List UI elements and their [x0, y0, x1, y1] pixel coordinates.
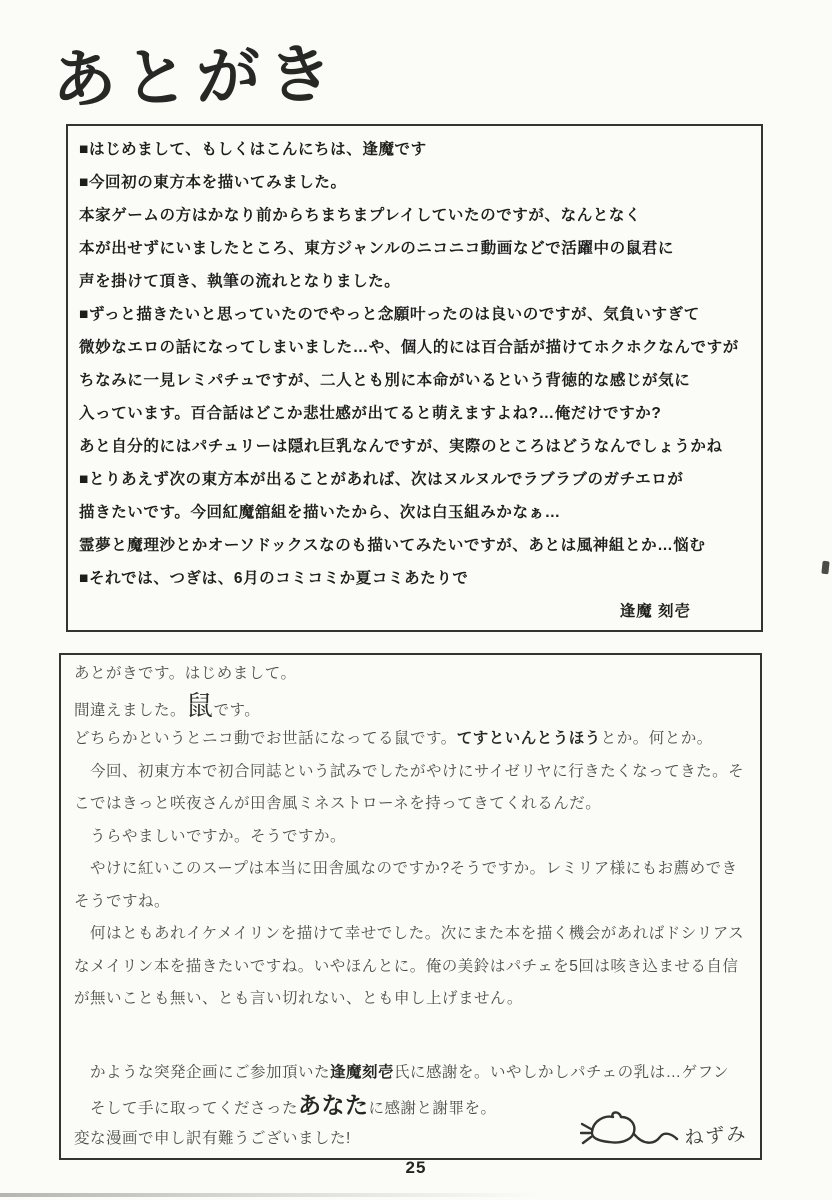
afterword-line: が無いことも無い、とも言い切れない、とも申し上げません。 [74, 990, 523, 1007]
text-segment: 氏に感謝を。いやしかしパチェの乳は…ゲフン [394, 1063, 729, 1081]
afterword-line: うらやましいですか。そうですか。 [74, 827, 347, 845]
afterword-line: ■ずっと描きたいと思っていたのでやっと念願叶ったのは良いのですが、気負いすぎて [79, 306, 700, 323]
afterword-box-nezumi [59, 653, 762, 1160]
afterword-line: 入っています。百合話はどこか悲壮感が出てると萌えますよね?…俺だけですか? [79, 405, 662, 422]
text-segment: どちらかというとニコ動でお世話になってる鼠です。 [74, 730, 457, 747]
emphasized-author-name: 逢魔刻壱 [330, 1063, 395, 1081]
text-segment: に感謝と謝罪を。 [368, 1099, 497, 1117]
afterword-line: 微妙なエロの話になってしまいました…や、個人的には百合話が描けてホクホクなんですが [79, 339, 739, 356]
page-title: あとがき [51, 36, 341, 119]
afterword-line: ■はじめまして、もしくはこんにちは、逢魔です [79, 141, 427, 158]
afterword-line: 今回、初東方本で初合同誌という試みでしたがやけにサイゼリヤに行きたくなってきた。そ [74, 762, 745, 780]
afterword-line: 霊夢と魔理沙とかオーソドックスなのも描いてみたいですが、あとは風神組とか…悩む [79, 537, 706, 554]
afterword-line: ■とりあえず次の東方本が出ることがあれば、次はヌルヌルでラブラブのガチエロが [79, 471, 684, 488]
mouse-doodle-icon [580, 1108, 680, 1152]
text-segment: かような突発企画にご参加頂いた [74, 1063, 331, 1081]
afterword-line-nico [74, 723, 748, 756]
afterword-line: ちなみに一見レミパチュですが、二人とも別に本命がいるという背徳的な感じが気に [79, 372, 691, 389]
text-segment: そして手に取ってくださった [74, 1099, 299, 1117]
nezumi-handwritten-label: ねずみ [683, 1122, 749, 1149]
text-segment: です。 [213, 701, 261, 719]
scan-speck-artifact [821, 561, 829, 575]
big-mouse-kanji: 鼠 [186, 690, 214, 722]
afterword-line: あと自分的にはパチュリーは隠れ巨乳なんですが、実際のところはどうなんでしょうかね [79, 438, 723, 455]
afterword-line: ■それでは、つぎは、6月のコミコミか夏コミあたりで [79, 570, 469, 587]
afterword-line: 何はともあれイケメイリンを描けて幸せでした。次にまた本を描く機会があればドシリアス [74, 925, 745, 942]
page-number: 25 [405, 1158, 427, 1177]
thanks-line [74, 1056, 748, 1089]
text-segment: とか。何とか。 [600, 730, 713, 747]
closing-line: 変な漫画で申し訳有難うございました! [74, 1129, 351, 1147]
afterword-line: ■今回初の東方本を描いてみました。 [79, 174, 347, 191]
scan-edge-artifact [0, 1193, 540, 1197]
text-segment: 間違えました。 [74, 701, 187, 719]
afterword-line: そうですね。 [74, 892, 171, 910]
afterword-line: あとがきです。はじめまして。 [74, 665, 297, 682]
afterword-line: 描きたいです。今回紅魔舘組を描いたから、次は白玉組みかなぁ… [79, 504, 561, 521]
mouse-signature [580, 1105, 762, 1155]
afterword-box-touma [66, 124, 763, 632]
emphasized-you: あなた [298, 1091, 369, 1118]
afterword-line: 声を掛けて頂き、執筆の流れとなりました。 [79, 273, 401, 290]
emphasized-handle: てすといんとうほう [456, 730, 601, 747]
afterword-line: こではきっと咲夜さんが田舎風ミネストローネを持ってきてくれるんだ。 [74, 795, 602, 812]
afterword-line: 本が出せずにいましたところ、東方ジャンルのニコニコ動画などで活躍中の鼠君に [79, 240, 675, 257]
afterword-line: なメイリン本を描きたいですね。いやほんとに。俺の美鈴はパチェを5回は咳き込ませる自信 [74, 957, 739, 975]
author-signature-touma: 逢魔 刻壱 [619, 603, 691, 620]
afterword-line: やけに紅いこのスープは本当に田舎風なのですか?そうですか。レミリア様にもお薦めでき [74, 860, 738, 877]
afterword-line: 本家ゲームの方はかなり前からちまちまプレイしていたのですが、なんとなく [79, 207, 642, 224]
afterword-line-correction [74, 691, 748, 724]
